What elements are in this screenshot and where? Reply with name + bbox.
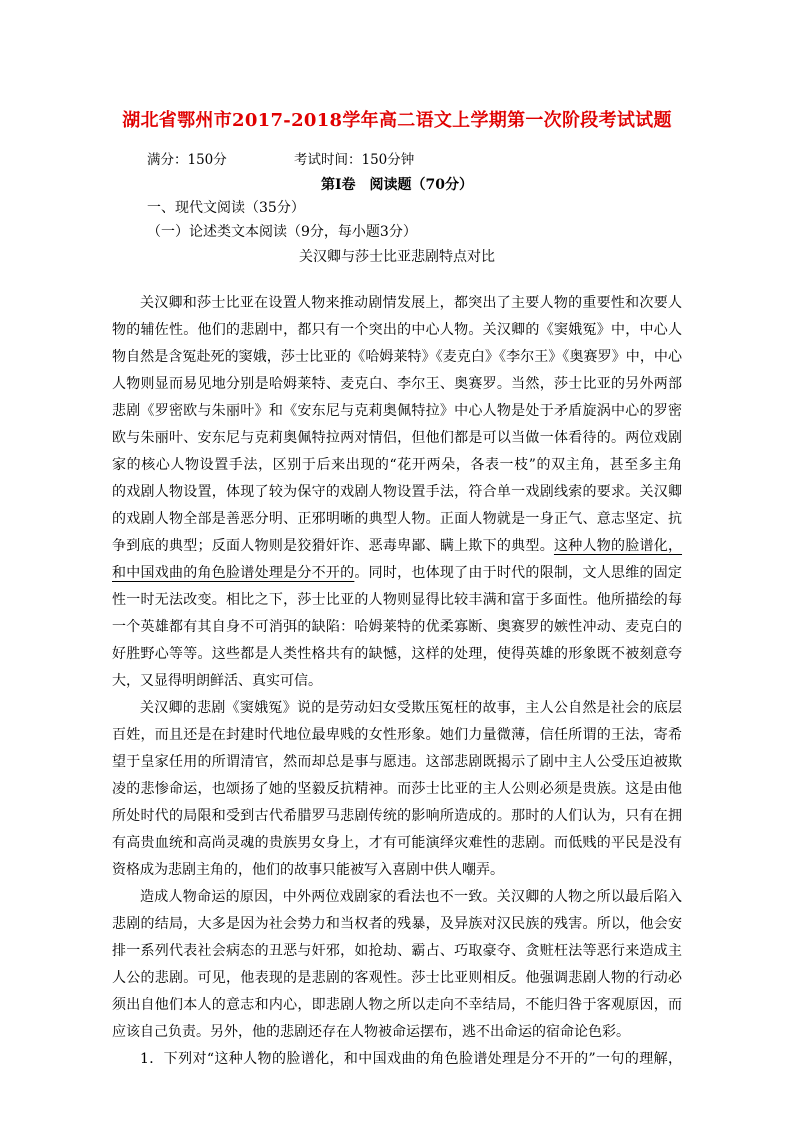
section-heading: 第Ⅰ卷 阅读题（70分）	[320, 177, 474, 193]
text-line: 望于皇家任用的所谓清官，然而却总是事与愿违。这部悲剧既揭示了剧中主人公受压迫被欺	[112, 754, 682, 770]
text-line: 资格成为悲剧主角的，他们的故事只能被写入喜剧中供人嘲弄。	[112, 862, 504, 878]
text-line: 造成人物命运的原因，中外两位戏剧家的看法也不一致。关汉卿的人物之所以最后陷入	[140, 889, 682, 905]
question-1: 1．下列对“这种人物的脸谱化，和中国戏曲的角色脸谱处理是分不开的”一句的理解，	[140, 1051, 682, 1067]
text-line: 应该自己负责。另外，他的悲剧还存在人物被命运摆布，逃不出命运的宿命论色彩。	[112, 1024, 630, 1040]
text-line	[112, 533, 682, 560]
text-segment: 。同时，也体现了由于时代的限制，文人思维的固定	[354, 565, 682, 581]
exam-title: 湖北省鄂州市2017-2018学年高二语文上学期第一次阶段考试试题	[122, 110, 672, 131]
article-body	[112, 290, 682, 1073]
text-segment: 争到底的典型；反面人物则是狡猾奸诈、恶毒卑鄙、瞒上欺下的典型。	[112, 538, 554, 554]
text-line: 的戏剧人物全部是善恶分明、正邪明晰的典型人物。正面人物就是一身正气、意志坚定、抗	[112, 511, 682, 527]
text-line: 人物则显而易见地分别是哈姆莱特、麦克白、李尔王、奥赛罗。当然，莎士比亚的另外两部	[112, 376, 682, 392]
text-line: 关汉卿的悲剧《窦娥冤》说的是劳动妇女受欺压冤枉的故事，主人公自然是社会的底层	[140, 700, 682, 716]
text-line: 凌的悲惨命运，也颂扬了她的坚毅反抗精神。而莎士比亚的主人公则必须是贵族。这是由他	[112, 781, 682, 797]
text-line: 关汉卿和莎士比亚在设置人物来推动剧情发展上，都突出了主要人物的重要性和次要人	[140, 295, 682, 311]
text-line: 的戏剧人物设置，体现了较为保守的戏剧人物设置手法，符合单一戏剧线索的要求。关汉卿	[112, 484, 682, 500]
article-title: 关汉卿与莎士比亚悲剧特点对比	[299, 249, 495, 265]
text-line: 排一系列代表社会病态的丑恶与奸邪，如抢劫、霸占、巧取豪夺、贪赃枉法等恶行来造成主	[112, 943, 682, 959]
subpart-heading: （一）论述类文本阅读（9分，每小题3分）	[147, 224, 417, 240]
text-line: 一个英雄都有其自身不可消弭的缺陷：哈姆莱特的优柔寡断、奥赛罗的嫉性冲动、麦克白的	[112, 619, 682, 635]
text-line: 物自然是含冤赴死的窦娥，莎士比亚的《哈姆莱特》《麦克白》《李尔王》《奥赛罗》中，中心	[112, 349, 682, 365]
part-heading: 一、现代文阅读（35分）	[147, 200, 305, 216]
underlined-phrase: 和中国戏曲的角色脸谱处理是分不开的	[112, 565, 355, 581]
time-limit: 考试时间：150分钟	[294, 152, 415, 168]
text-line: 好胜野心等等。这些都是人类性格共有的缺憾，这样的处理，使得英雄的形象既不被刻意夸	[112, 646, 682, 662]
text-line: 悲剧《罗密欧与朱丽叶》和《安东尼与克莉奥佩特拉》中心人物是处于矛盾旋涡中心的罗密	[112, 403, 682, 419]
text-line: 性一时无法改变。相比之下，莎士比亚的人物则显得比较丰满和富于多面性。他所描绘的每	[112, 592, 682, 608]
text-line: 所处时代的局限和受到古代希腊罗马悲剧传统的影响所造成的。那时的人们认为，只有在拥	[112, 808, 682, 824]
text-line: 物的辅佐性。他们的悲剧中，都只有一个突出的中心人物。关汉卿的《窦娥冤》中，中心人	[112, 322, 682, 338]
full-score: 满分：150分	[147, 152, 227, 168]
text-line: 人公的悲剧。可见，他表现的是悲剧的客观性。莎士比亚则相反。他强调悲剧人物的行动必	[112, 970, 682, 986]
text-line: 须出自他们本人的意志和内心，即悲剧人物之所以走向不幸结局，不能归咎于客观原因，而	[112, 997, 682, 1013]
text-line	[112, 560, 682, 587]
text-line: 悲剧的结局，大多是因为社会势力和当权者的残暴，及异族对汉民族的残害。所以，他会安	[112, 916, 682, 932]
text-line: 有高贵血统和高尚灵魂的贵族男女身上，才有可能演绎灾难性的悲剧。而低贱的平民是没有	[112, 835, 682, 851]
text-line: 家的核心人物设置手法，区别于后来出现的“花开两朵，各表一枝”的双主角，甚至多主角	[112, 457, 682, 473]
text-line: 百姓，而且还是在封建时代地位最卑贱的女性形象。她们力量微薄，信任所谓的王法，寄希	[112, 727, 682, 743]
text-line: 大，又显得明朗鲜活、真实可信。	[112, 673, 322, 689]
text-line: 欧与朱丽叶、安东尼与克莉奥佩特拉两对情侣，但他们都是可以当做一体看待的。两位戏剧	[112, 430, 682, 446]
underlined-phrase: 这种人物的脸谱化，	[553, 538, 683, 554]
